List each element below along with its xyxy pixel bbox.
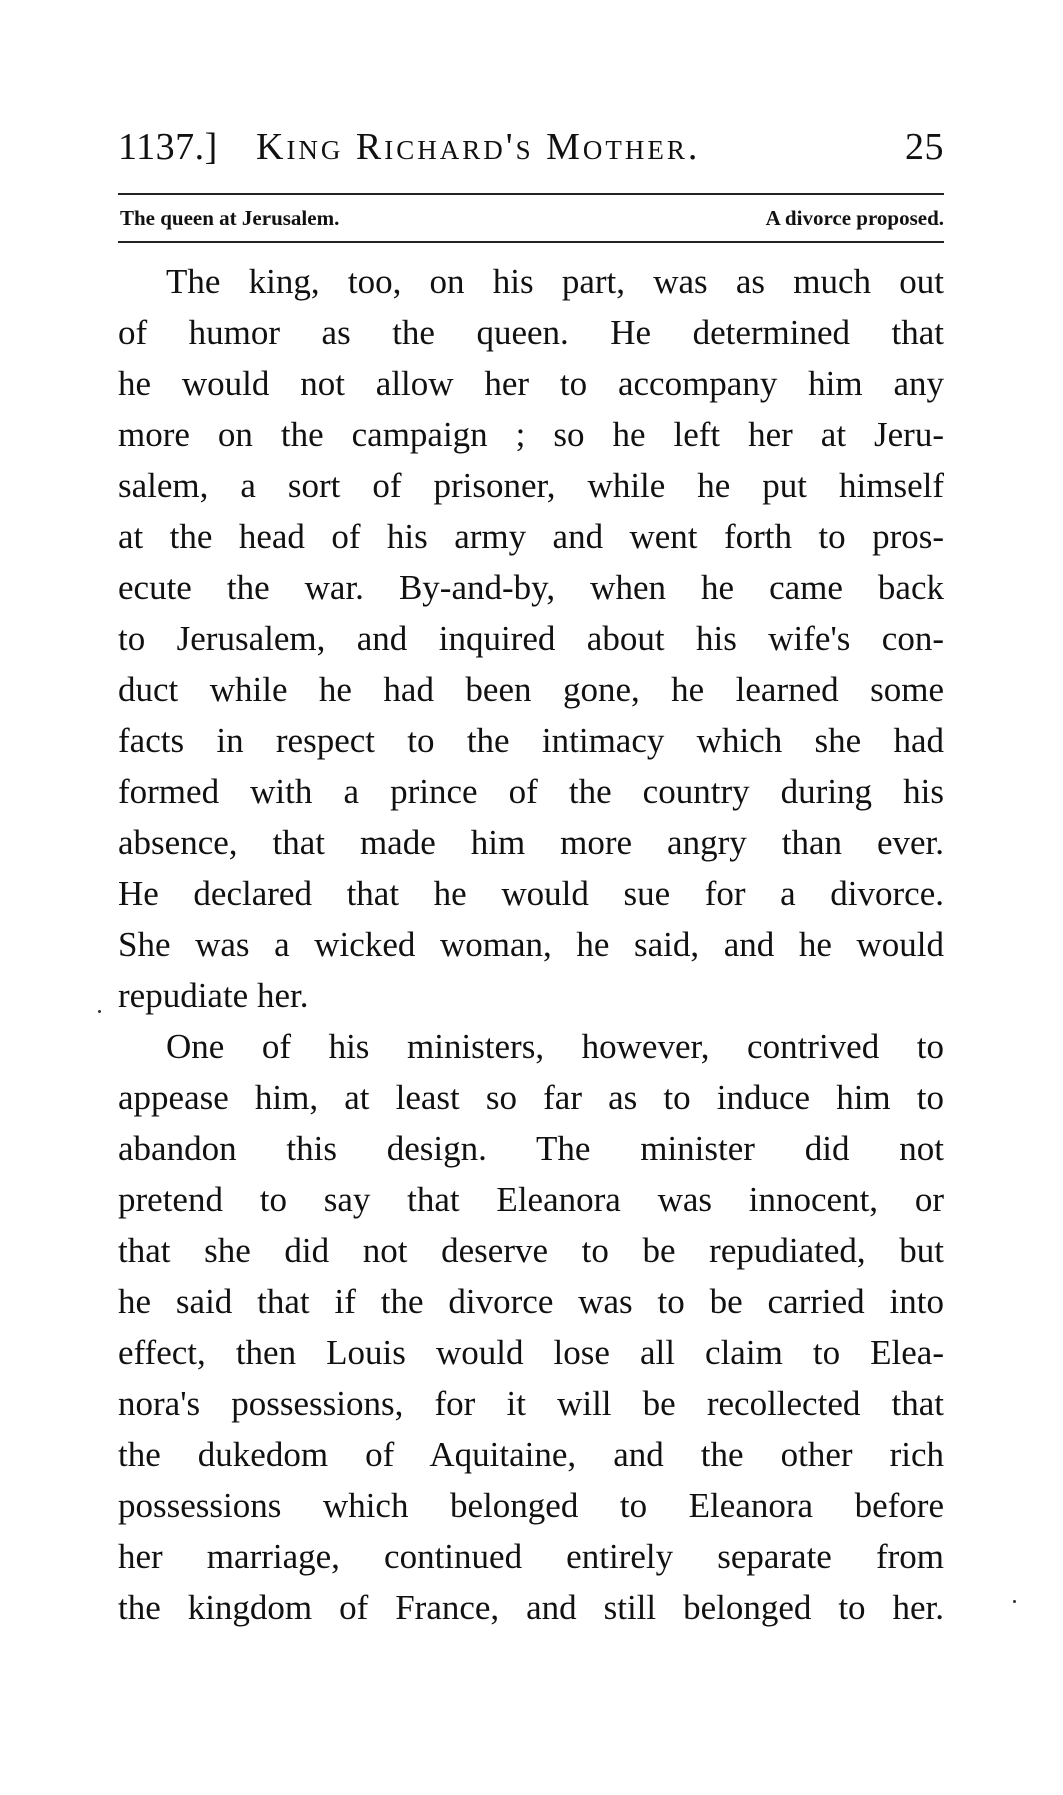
subheader-right: A divorce proposed.: [765, 206, 944, 230]
text-line: he would not allow her to accompany him any: [118, 364, 944, 403]
text-line: duct while he had been gone, he learned some: [118, 670, 944, 709]
text-line: abandon this design. The minister did not: [118, 1129, 944, 1168]
text-line: absence, that made him more angry than ever.: [118, 823, 944, 862]
text-line: pretend to say that Eleanora was innocent, or: [118, 1180, 944, 1219]
header-rule-top: [118, 193, 944, 195]
text-line: to Jerusalem, and inquired about his wife's con-: [118, 619, 944, 658]
body-text: [118, 256, 944, 1633]
text-line: salem, a sort of prisoner, while he put himself: [118, 466, 944, 505]
text-line: nora's possessions, for it will be recollected that: [118, 1384, 944, 1423]
text-line: ecute the war. By-and-by, when he came back: [118, 568, 944, 607]
text-line: at the head of his army and went forth to pros-: [118, 517, 944, 556]
text-line: He declared that he would sue for a divorce.: [118, 874, 944, 913]
stray-ink-mark: [98, 1010, 101, 1013]
stray-ink-mark: [1013, 1600, 1016, 1603]
text-line: One of his ministers, however, contrived to: [166, 1027, 944, 1066]
header-title: King Richard's Mother.: [256, 126, 701, 168]
text-line: more on the campaign ; so he left her at Jeru-: [118, 415, 944, 454]
text-line: possessions which belonged to Eleanora before: [118, 1486, 944, 1525]
text-line: repudiate her.: [118, 976, 309, 1015]
text-line: The king, too, on his part, was as much out: [166, 262, 944, 301]
page-number: 25: [905, 126, 944, 168]
text-line: of humor as the queen. He determined that: [118, 313, 944, 352]
subheader: [118, 203, 944, 233]
text-line: facts in respect to the intimacy which she had: [118, 721, 944, 760]
subheader-left: The queen at Jerusalem.: [120, 206, 340, 230]
text-line: the dukedom of Aquitaine, and the other rich: [118, 1435, 944, 1474]
text-line: he said that if the divorce was to be carried into: [118, 1282, 944, 1321]
text-line: appease him, at least so far as to induce him to: [118, 1078, 944, 1117]
header-rule-bottom: [118, 241, 944, 243]
running-header: [118, 122, 944, 172]
text-line: formed with a prince of the country during his: [118, 772, 944, 811]
text-line: effect, then Louis would lose all claim to Elea-: [118, 1333, 944, 1372]
text-line: her marriage, continued entirely separate from: [118, 1537, 944, 1576]
header-year: 1137.]: [118, 126, 218, 168]
text-line: the kingdom of France, and still belonged to her.: [118, 1588, 944, 1627]
text-line: She was a wicked woman, he said, and he would: [118, 925, 944, 964]
text-line: that she did not deserve to be repudiated, but: [118, 1231, 944, 1270]
